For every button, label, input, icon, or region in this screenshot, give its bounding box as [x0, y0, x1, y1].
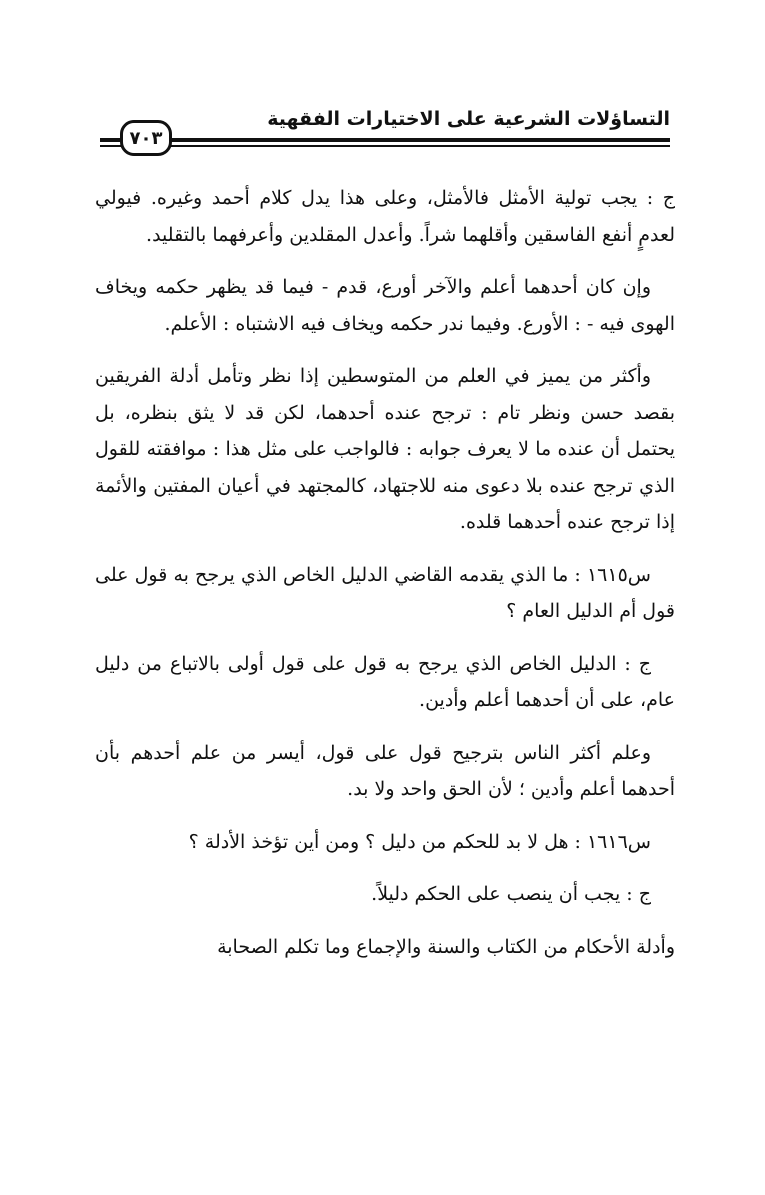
running-header: [100, 100, 670, 160]
question-paragraph: س١٦١٥ : ما الذي يقدمه القاضي الدليل الخاص الذي يرجح به قول على قول أم الدليل العام ؟: [95, 563, 675, 622]
header-rule-thin: [100, 145, 670, 147]
paragraph: وإن كان أحدهما أعلم والآخر أورع، قدم - فيما قد يظهر حكمه ويخاف الهوى فيه - : الأورع. وفيما ندر حكمه ويخاف فيه الاشتباه : الأعلم.: [95, 276, 675, 335]
header-rule-thick: [100, 138, 670, 142]
paragraph: وأكثر من يميز في العلم من المتوسطين إذا نظر وتأمل أدلة الفريقين بقصد حسن ونظر تام : ترجح عنده أحدهما، لكن قد لا يثق بنظره، بل يحتمل أن عنده ما لا يعرف جوابه : فالواجب على مثل هذا : موافقته للقول الذي ترجح عنده بلا دعوى منه للاجتهاد، كالمجتهد في أعيان المفتين والأئمة إذا ترجح عنده أحدهما قلده.: [95, 365, 675, 533]
question-paragraph: س١٦١٦ : هل لا بد للحكم من دليل ؟ ومن أين تؤخذ الأدلة ؟: [188, 830, 651, 853]
page-body: [95, 180, 675, 981]
paragraph: وعلم أكثر الناس بترجيح قول على قول، أيسر من علم أحدهم بأن أحدهما أعلم وأدين ؛ لأن الحق واحد ولا بد.: [95, 741, 675, 800]
page-number-badge: [120, 120, 172, 156]
page-number: ٧٠٣: [129, 127, 163, 149]
answer-paragraph: ج : الدليل الخاص الذي يرجح به قول على قول أولى بالاتباع من دليل عام، على أن أحدهما أعلم وأدين.: [95, 652, 675, 711]
paragraph: ج : يجب تولية الأمثل فالأمثل، وعلى هذا يدل كلام أحمد وغيره. فيولي لعدمٍ أنفع الفاسقين وأقلهما شراً. وأعدل المقلدين وأعرفهما بالتقليد.: [95, 187, 675, 246]
paragraph: وأدلة الأحكام من الكتاب والسنة والإجماع وما تكلم الصحابة: [217, 935, 675, 958]
header-title: التساؤلات الشرعية على الاختيارات الفقهية: [267, 108, 670, 130]
answer-paragraph: ج : يجب أن ينصب على الحكم دليلاً.: [371, 883, 651, 905]
